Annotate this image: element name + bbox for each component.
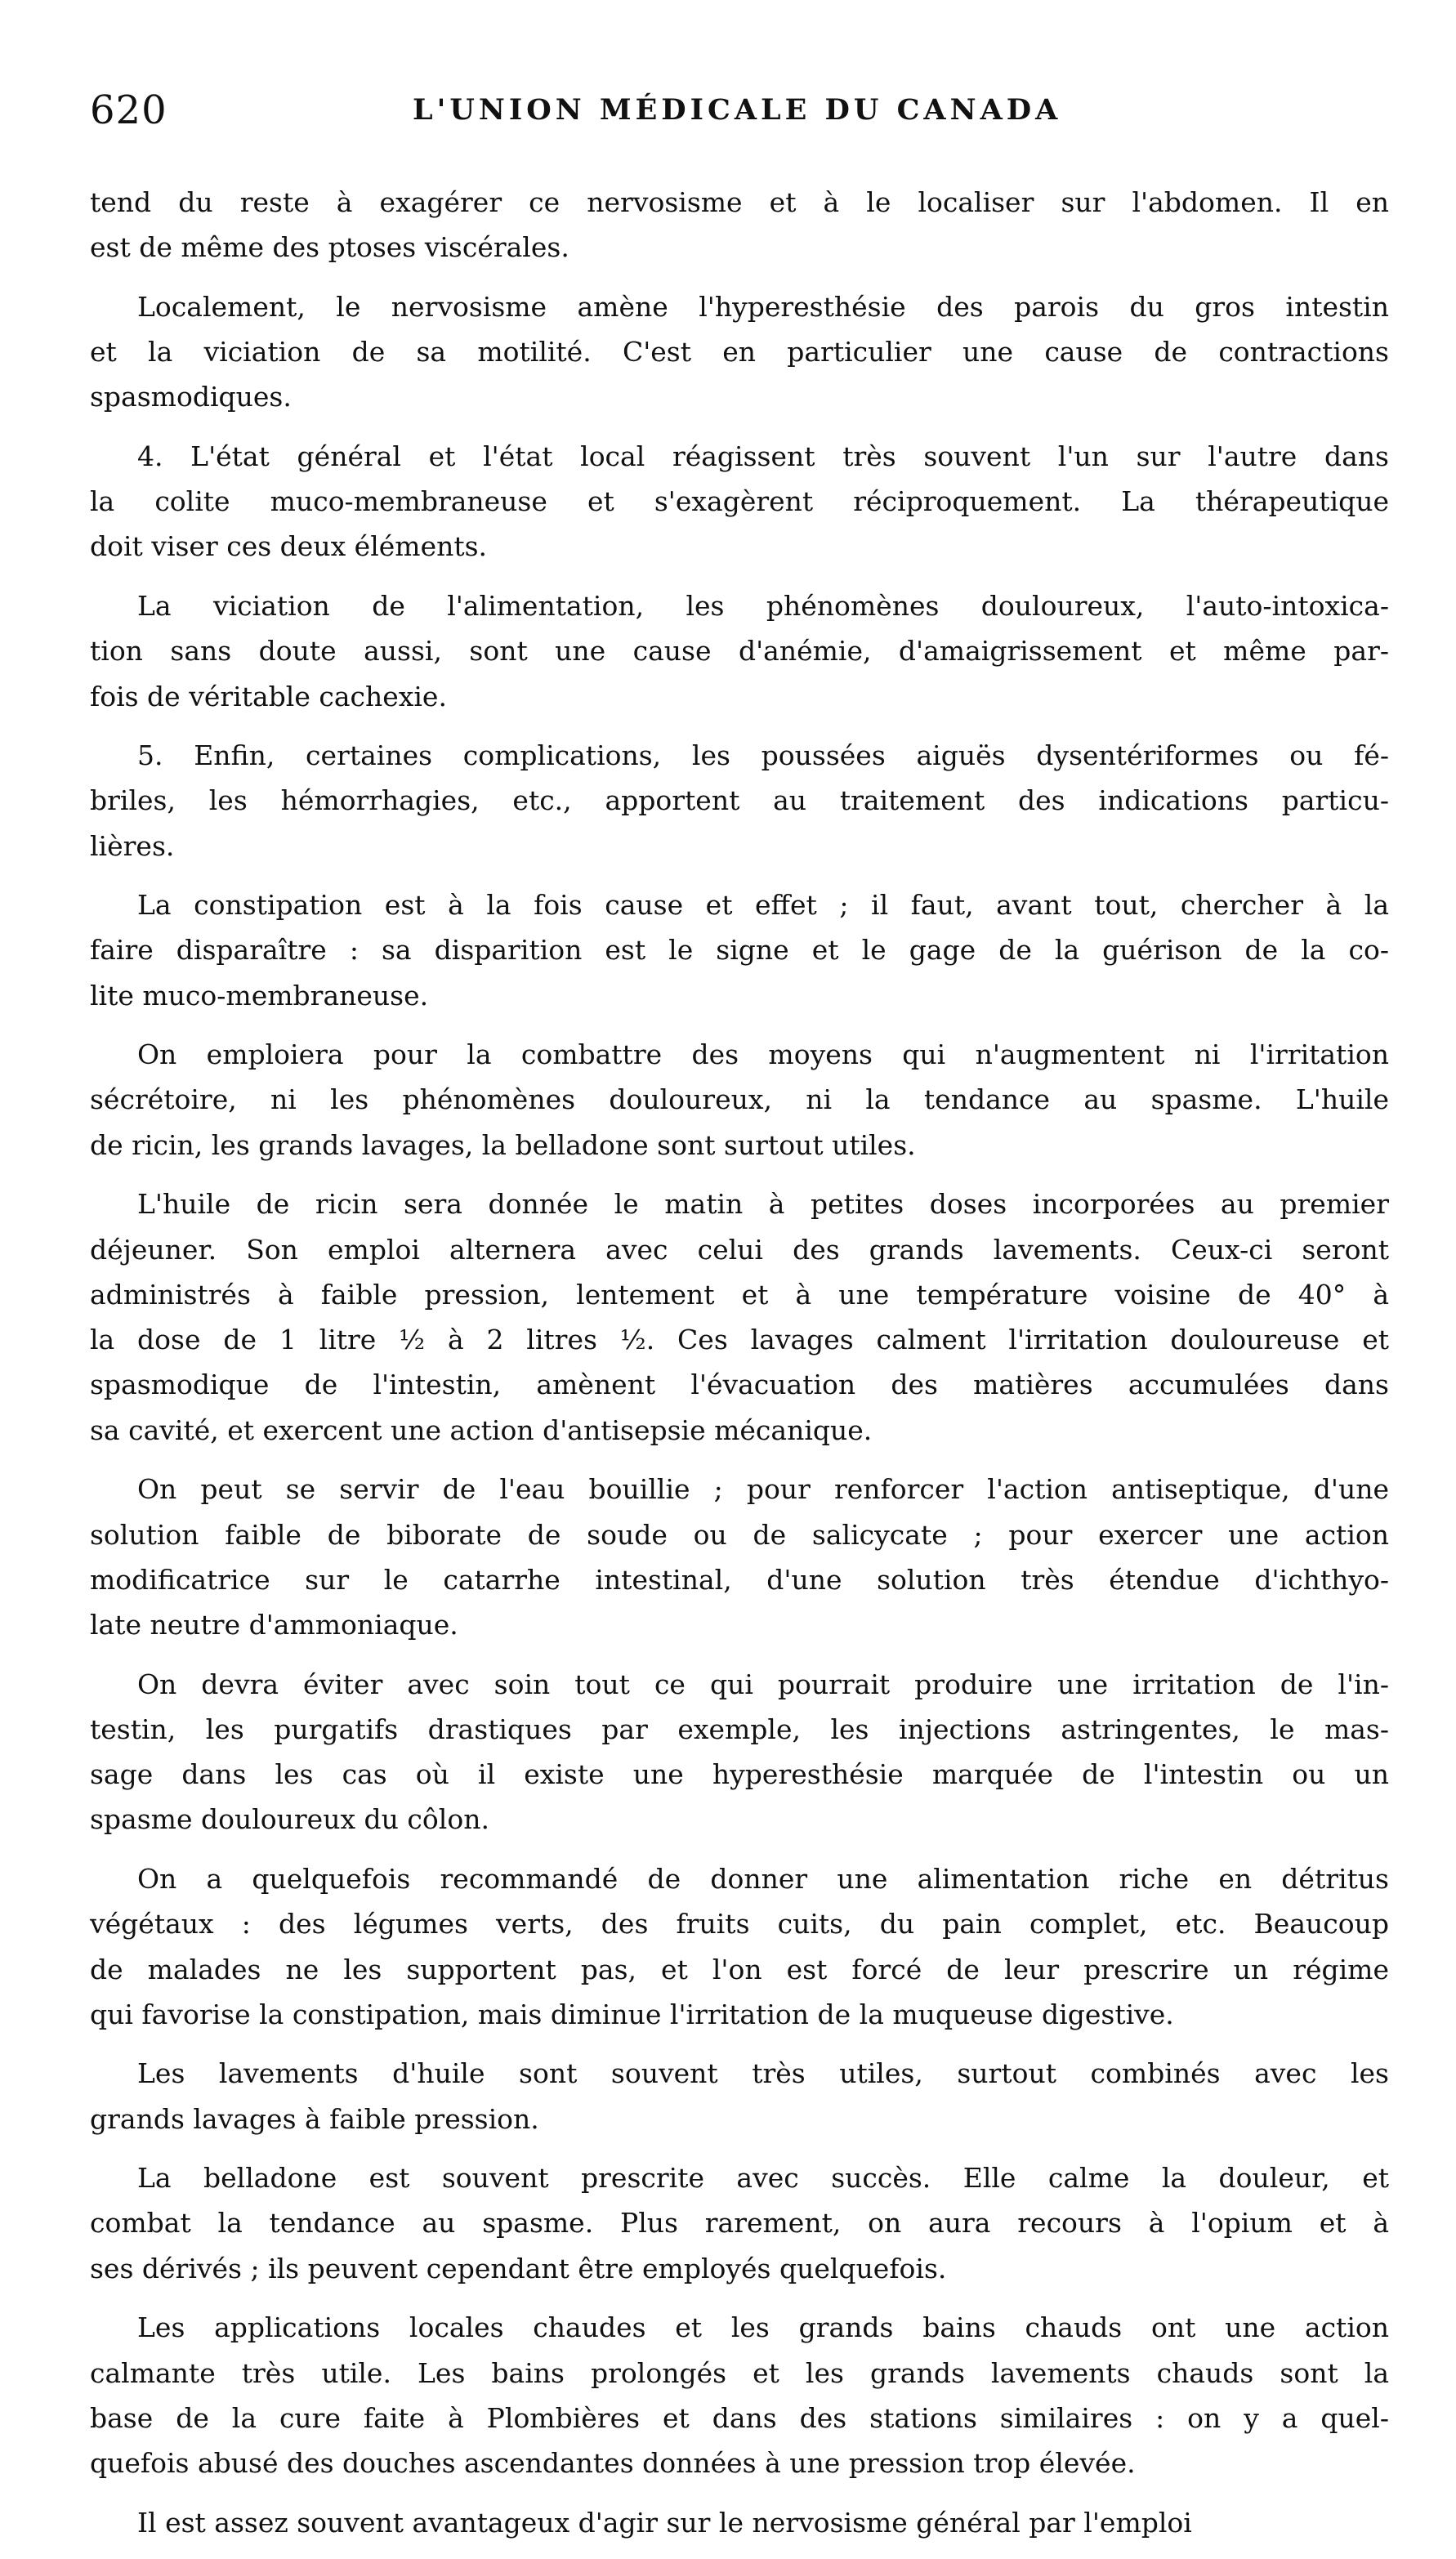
text-line: On a quelquefois recommandé de donner une alimentation riche en détritus bbox=[137, 1862, 1389, 1895]
text-line: Les applications locales chaudes et les grands bains chauds ont une action bbox=[137, 2311, 1389, 2344]
text-line: fois de véritable cachexie. bbox=[90, 680, 447, 712]
paragraph bbox=[90, 1856, 1389, 2037]
paragraph bbox=[90, 284, 1389, 420]
page-number: 620 bbox=[90, 87, 167, 133]
paragraph bbox=[90, 1181, 1389, 1453]
paragraph bbox=[90, 1032, 1389, 1168]
page-header bbox=[90, 82, 1389, 139]
text-line: spasmodique de l'intestin, amènent l'évacuation des matières accumulées dans bbox=[90, 1369, 1389, 1401]
text-line: La constipation est à la fois cause et effet ; il faut, avant tout, chercher à la bbox=[137, 889, 1389, 922]
text-line: late neutre d'ammoniaque. bbox=[90, 1609, 458, 1641]
paragraph bbox=[90, 882, 1389, 1018]
text-line: tion sans doute aussi, sont une cause d'anémie, d'amaigrissement et même par- bbox=[90, 635, 1389, 668]
text-line: sécrétoire, ni les phénomènes douloureux, ni la tendance au spasme. L'huile bbox=[90, 1083, 1389, 1116]
text-line: spasmodiques. bbox=[90, 381, 292, 413]
text-line: lite muco-membraneuse. bbox=[90, 979, 429, 1012]
text-line: briles, les hémorrhagies, etc., apportent au traitement des indications particu- bbox=[90, 784, 1389, 817]
paragraph bbox=[90, 434, 1389, 569]
text-line: végétaux : des légumes verts, des fruits cuits, du pain complet, etc. Beaucoup bbox=[90, 1908, 1389, 1940]
text-line: grands lavages à faible pression. bbox=[90, 2102, 539, 2135]
text-line: On peut se servir de l'eau bouillie ; pour renforcer l'action antiseptique, d'une bbox=[137, 1473, 1389, 1506]
paragraph bbox=[90, 583, 1389, 719]
running-title: L'UNION MÉDICALE DU CANADA bbox=[413, 93, 1062, 127]
text-line: base de la cure faite à Plombières et dans des stations similaires : on y a quel- bbox=[90, 2401, 1389, 2434]
text-line: administrés à faible pression, lentement et à une température voisine de 40° à bbox=[90, 1278, 1389, 1311]
body-text bbox=[90, 180, 1389, 2559]
text-line: lières. bbox=[90, 829, 175, 862]
text-line: testin, les purgatifs drastiques par exemple, les injections astringentes, le mas- bbox=[90, 1713, 1389, 1745]
text-line: La viciation de l'alimentation, les phénomènes douloureux, l'auto-intoxica- bbox=[137, 589, 1389, 622]
text-line: solution faible de biborate de soude ou de salicycate ; pour exercer une action bbox=[90, 1518, 1389, 1551]
text-line: doit viser ces deux éléments. bbox=[90, 530, 488, 563]
text-line: spasme douloureux du côlon. bbox=[90, 1803, 489, 1836]
text-line: sage dans les cas où il existe une hyperesthésie marquée de l'intestin ou un bbox=[90, 1758, 1389, 1791]
text-line: tend du reste à exagérer ce nervosisme et à le localiser sur l'abdomen. Il en bbox=[90, 186, 1389, 218]
text-line: qui favorise la constipation, mais diminue l'irritation de la muqueuse digestive. bbox=[90, 1998, 1174, 2030]
paragraph bbox=[90, 2155, 1389, 2291]
text-line: On devra éviter avec soin tout ce qui pourrait produire une irritation de l'in- bbox=[137, 1668, 1389, 1700]
text-line: de ricin, les grands lavages, la belladone sont surtout utiles. bbox=[90, 1128, 916, 1161]
text-line: Localement, le nervosisme amène l'hyperesthésie des parois du gros intestin bbox=[137, 290, 1389, 323]
text-line: est de même des ptoses viscérales. bbox=[90, 231, 569, 264]
text-line: Il est assez souvent avantageux d'agir sur le nervosisme général par l'emploi bbox=[137, 2506, 1192, 2539]
text-line: de malades ne les supportent pas, et l'on est forcé de leur prescrire un régime bbox=[90, 1953, 1389, 1985]
text-line: modificatrice sur le catarrhe intestinal, d'une solution très étendue d'ichthyo- bbox=[90, 1563, 1389, 1596]
text-line: quefois abusé des douches ascendantes données à une pression trop élevée. bbox=[90, 2447, 1136, 2480]
text-line: la dose de 1 litre ½ à 2 litres ½. Ces lavages calment l'irritation douloureuse et bbox=[90, 1324, 1389, 1356]
text-line: ses dérivés ; ils peuvent cependant être employés quelquefois. bbox=[90, 2252, 947, 2284]
text-line: combat la tendance au spasme. Plus rarement, on aura recours à l'opium et à bbox=[90, 2207, 1389, 2240]
paragraph bbox=[90, 180, 1389, 270]
text-line: 5. Enfin, certaines complications, les poussées aiguës dysentériformes ou fé- bbox=[137, 739, 1389, 772]
text-line: La belladone est souvent prescrite avec succès. Elle calme la douleur, et bbox=[137, 2162, 1389, 2195]
text-line: On emploiera pour la combattre des moyens qui n'augmentent ni l'irritation bbox=[137, 1038, 1389, 1071]
text-line: sa cavité, et exercent une action d'antisepsie mécanique. bbox=[90, 1413, 873, 1446]
text-line: la colite muco-membraneuse et s'exagèrent réciproquement. La thérapeutique bbox=[90, 485, 1389, 518]
text-line: L'huile de ricin sera donnée le matin à petites doses incorporées au premier bbox=[137, 1188, 1389, 1221]
paragraph bbox=[90, 2305, 1389, 2485]
text-line: Les lavements d'huile sont souvent très utiles, surtout combinés avec les bbox=[137, 2057, 1389, 2090]
text-line: faire disparaître : sa disparition est le signe et le gage de la guérison de la co- bbox=[90, 934, 1389, 967]
paragraph bbox=[90, 733, 1389, 869]
paragraph bbox=[90, 2051, 1389, 2141]
text-line: déjeuner. Son emploi alternera avec celui des grands lavements. Ceux-ci seront bbox=[90, 1233, 1389, 1266]
paragraph bbox=[90, 1467, 1389, 1647]
text-line: et la viciation de sa motilité. C'est en particulier une cause de contractions bbox=[90, 336, 1389, 368]
text-line: 4. L'état général et l'état local réagissent très souvent l'un sur l'autre dans bbox=[137, 440, 1389, 472]
paragraph bbox=[90, 2500, 1389, 2545]
text-line: calmante très utile. Les bains prolongés et les grands lavements chauds sont la bbox=[90, 2356, 1389, 2389]
paragraph bbox=[90, 1662, 1389, 1842]
